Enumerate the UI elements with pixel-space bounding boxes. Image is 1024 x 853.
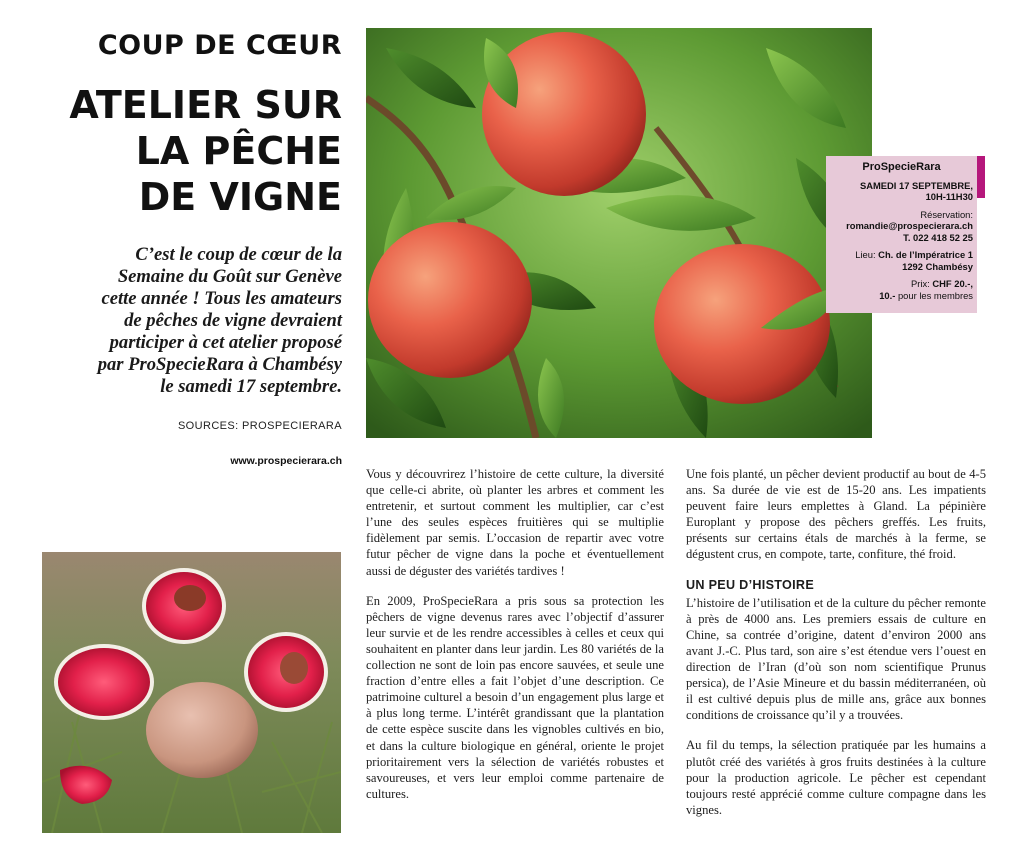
halved-peaches-photo bbox=[42, 552, 341, 833]
body-paragraph: Une fois planté, un pêcher devient productif au bout de 4-5 ans. Sa durée de vie est de 15-20 ans. Les impatients peuvent faire leurs emplettes à Gland. La pépinière Europlant y propose des pêchers greffés. Les fruits, présents sur certains étals de marchés à la ferme, se dégustent crus, en compote, tarte, confiture, thé froid. bbox=[686, 467, 986, 562]
lead-line: le samedi 17 septembre. bbox=[160, 376, 342, 397]
title-line-1: ATELIER SUR bbox=[69, 83, 342, 127]
title-line-3: DE VIGNE bbox=[138, 175, 342, 219]
reservation-label: Réservation: bbox=[920, 208, 973, 220]
event-info-box bbox=[826, 156, 977, 313]
body-paragraph: En 2009, ProSpecieRara a pris sous sa protection les pêchers de vigne devenus rares avec l’objectif d’assurer leur survie et de les rendre accessibles à celles et ceux qui souhaitent en planter dans leur jardin. Les 80 variétés de la collection ne sont de loin pas encore sauvées, et seule une fraction d’entre elles a fait l’objet d’une description. Ce patrimoine culturel a besoin d’un engagement plus large et à plus long terme. L’intérêt grandissant que la plantation de cette espèce suscite dans les vignobles cultivés en bio, et dans la culture biologique en général, oriente le projet prioritairement vers la sélection de variétés robustes et savoureuses, et vers leur emploi comme partenaire de cultures. bbox=[366, 593, 664, 801]
lead-line: C’est le coup de cœur de la bbox=[135, 244, 342, 265]
place-line1: Ch. de l’Impératrice 1 bbox=[878, 249, 973, 260]
place-line2: 1292 Chambésy bbox=[902, 260, 973, 272]
website-link[interactable]: www.prospecierara.ch bbox=[230, 455, 342, 467]
reservation-phone: T. 022 418 52 25 bbox=[903, 231, 973, 243]
body-paragraph: L’histoire de l’utilisation et de la culture du pêcher remonte à près de 4000 ans. Les premiers essais de culture en Chine, sa contrée d’origine, datent d’environ 2000 ans avant J.-C. Plus tard, son aire s’est étendue vers l’ouest en direction de l’Iran (d’où son nom scientifique Prunus persica), de l’Asie Mineure et du bassin méditerranéen, où il est cultivé depuis plus de mille ans, grâce aux bonnes conditions de croissance qu’il y a trouvées. bbox=[686, 595, 986, 723]
reservation-email[interactable]: romandie@prospecierara.ch bbox=[846, 220, 973, 231]
kicker-heading: COUP DE CŒUR bbox=[97, 30, 342, 61]
price-line2-bold: 10.- bbox=[879, 289, 896, 301]
body-paragraph: Vous y découvrirez l’histoire de cette culture, la diversité que celle-ci abrite, où planter les arbres et comment les entretenir, et surtout comment les multiplier, car c’est l’une des seules espèces fruitières qui se multiplie fidèlement par semis. L’occasion de repartir avec votre futur pêcher de vigne dans la poche et éventuellement aussi de déguster des variétés tardives ! bbox=[366, 467, 664, 578]
article-title bbox=[40, 82, 342, 220]
price-label: Prix: bbox=[911, 278, 930, 289]
body-paragraph: Au fil du temps, la sélection pratiquée par les humains a plutôt créé des variétés à gros fruits destinées à la culture pour la production agricole. Le pêcher est cependant toujours resté apprécié comme culture compagne dans les vignes. bbox=[686, 738, 986, 817]
lead-line: cette année ! Tous les amateurs bbox=[101, 288, 342, 309]
price-line2-rest: pour les membres bbox=[895, 289, 973, 301]
price-line1: CHF 20.-, bbox=[932, 278, 973, 289]
info-date-line1: SAMEDI 17 SEPTEMBRE, bbox=[859, 179, 973, 191]
lead-paragraph bbox=[40, 244, 342, 398]
lead-line: Semaine du Goût sur Genève bbox=[117, 266, 342, 287]
info-place bbox=[830, 249, 973, 272]
place-label: Lieu: bbox=[855, 249, 876, 260]
lead-line: par ProSpecieRara à Chambésy bbox=[97, 354, 342, 375]
body-column-2 bbox=[686, 466, 986, 832]
info-price bbox=[830, 278, 973, 301]
section-subheading: UN PEU D’HISTOIRE bbox=[686, 577, 815, 592]
body-column-1 bbox=[366, 466, 664, 816]
title-line-2: LA PÊCHE bbox=[135, 129, 342, 173]
lead-line: participer à cet atelier proposé bbox=[109, 332, 342, 353]
peach-tree-photo bbox=[366, 28, 872, 438]
info-date bbox=[830, 180, 973, 203]
info-date-line2: 10H-11H30 bbox=[925, 191, 973, 202]
info-title: ProSpecieRara bbox=[862, 161, 941, 173]
sources-credit: SOURCES: PROSPECIERARA bbox=[177, 420, 342, 432]
info-reservation bbox=[830, 209, 973, 244]
lead-line: de pêches de vigne devraient bbox=[124, 310, 342, 331]
